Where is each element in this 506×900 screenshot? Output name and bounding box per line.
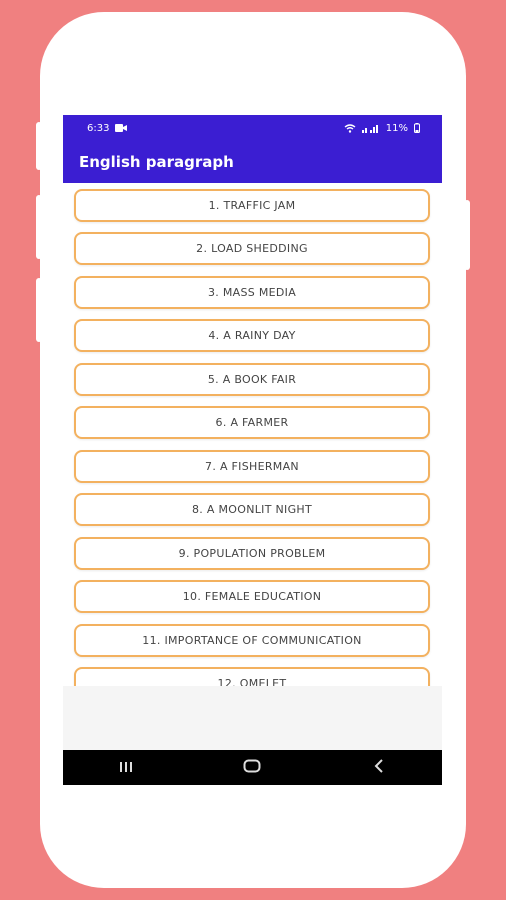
list-item[interactable]: 2. LOAD SHEDDING	[74, 232, 430, 265]
phone-screen	[63, 115, 442, 785]
home-icon	[243, 759, 261, 773]
navigation-bar	[63, 750, 442, 785]
status-time: 6:33	[87, 122, 110, 134]
home-button[interactable]	[222, 758, 282, 777]
list-item[interactable]: 9. POPULATION PROBLEM	[74, 537, 430, 570]
recents-button[interactable]	[96, 758, 156, 777]
list-item[interactable]: 6. A FARMER	[74, 406, 430, 439]
side-button	[36, 195, 42, 259]
list-item[interactable]: 1. TRAFFIC JAM	[74, 189, 430, 222]
recents-icon	[119, 761, 133, 773]
list-item[interactable]: 10. FEMALE EDUCATION	[74, 580, 430, 613]
back-button[interactable]	[349, 758, 409, 777]
battery-icon	[414, 123, 420, 133]
paragraph-list[interactable]	[63, 183, 442, 686]
list-item[interactable]: 4. A RAINY DAY	[74, 319, 430, 352]
list-item[interactable]: 8. A MOONLIT NIGHT	[74, 493, 430, 526]
side-button	[36, 278, 42, 342]
battery-percentage: 11%	[385, 122, 408, 134]
signal-icon	[362, 124, 380, 133]
wifi-icon	[344, 124, 356, 133]
list-item[interactable]: 3. MASS MEDIA	[74, 276, 430, 309]
list-item[interactable]: 12. OMELET	[74, 667, 430, 686]
video-icon	[115, 124, 127, 132]
list-item[interactable]: 7. A FISHERMAN	[74, 450, 430, 483]
volume-button	[36, 122, 42, 170]
list-item[interactable]: 11. IMPORTANCE OF COMMUNICATION	[74, 624, 430, 657]
status-bar	[63, 115, 442, 141]
list-item[interactable]: 5. A BOOK FAIR	[74, 363, 430, 396]
app-bar	[63, 141, 442, 183]
power-button	[464, 200, 470, 270]
back-icon	[374, 759, 384, 773]
app-title: English paragraph	[79, 153, 234, 171]
